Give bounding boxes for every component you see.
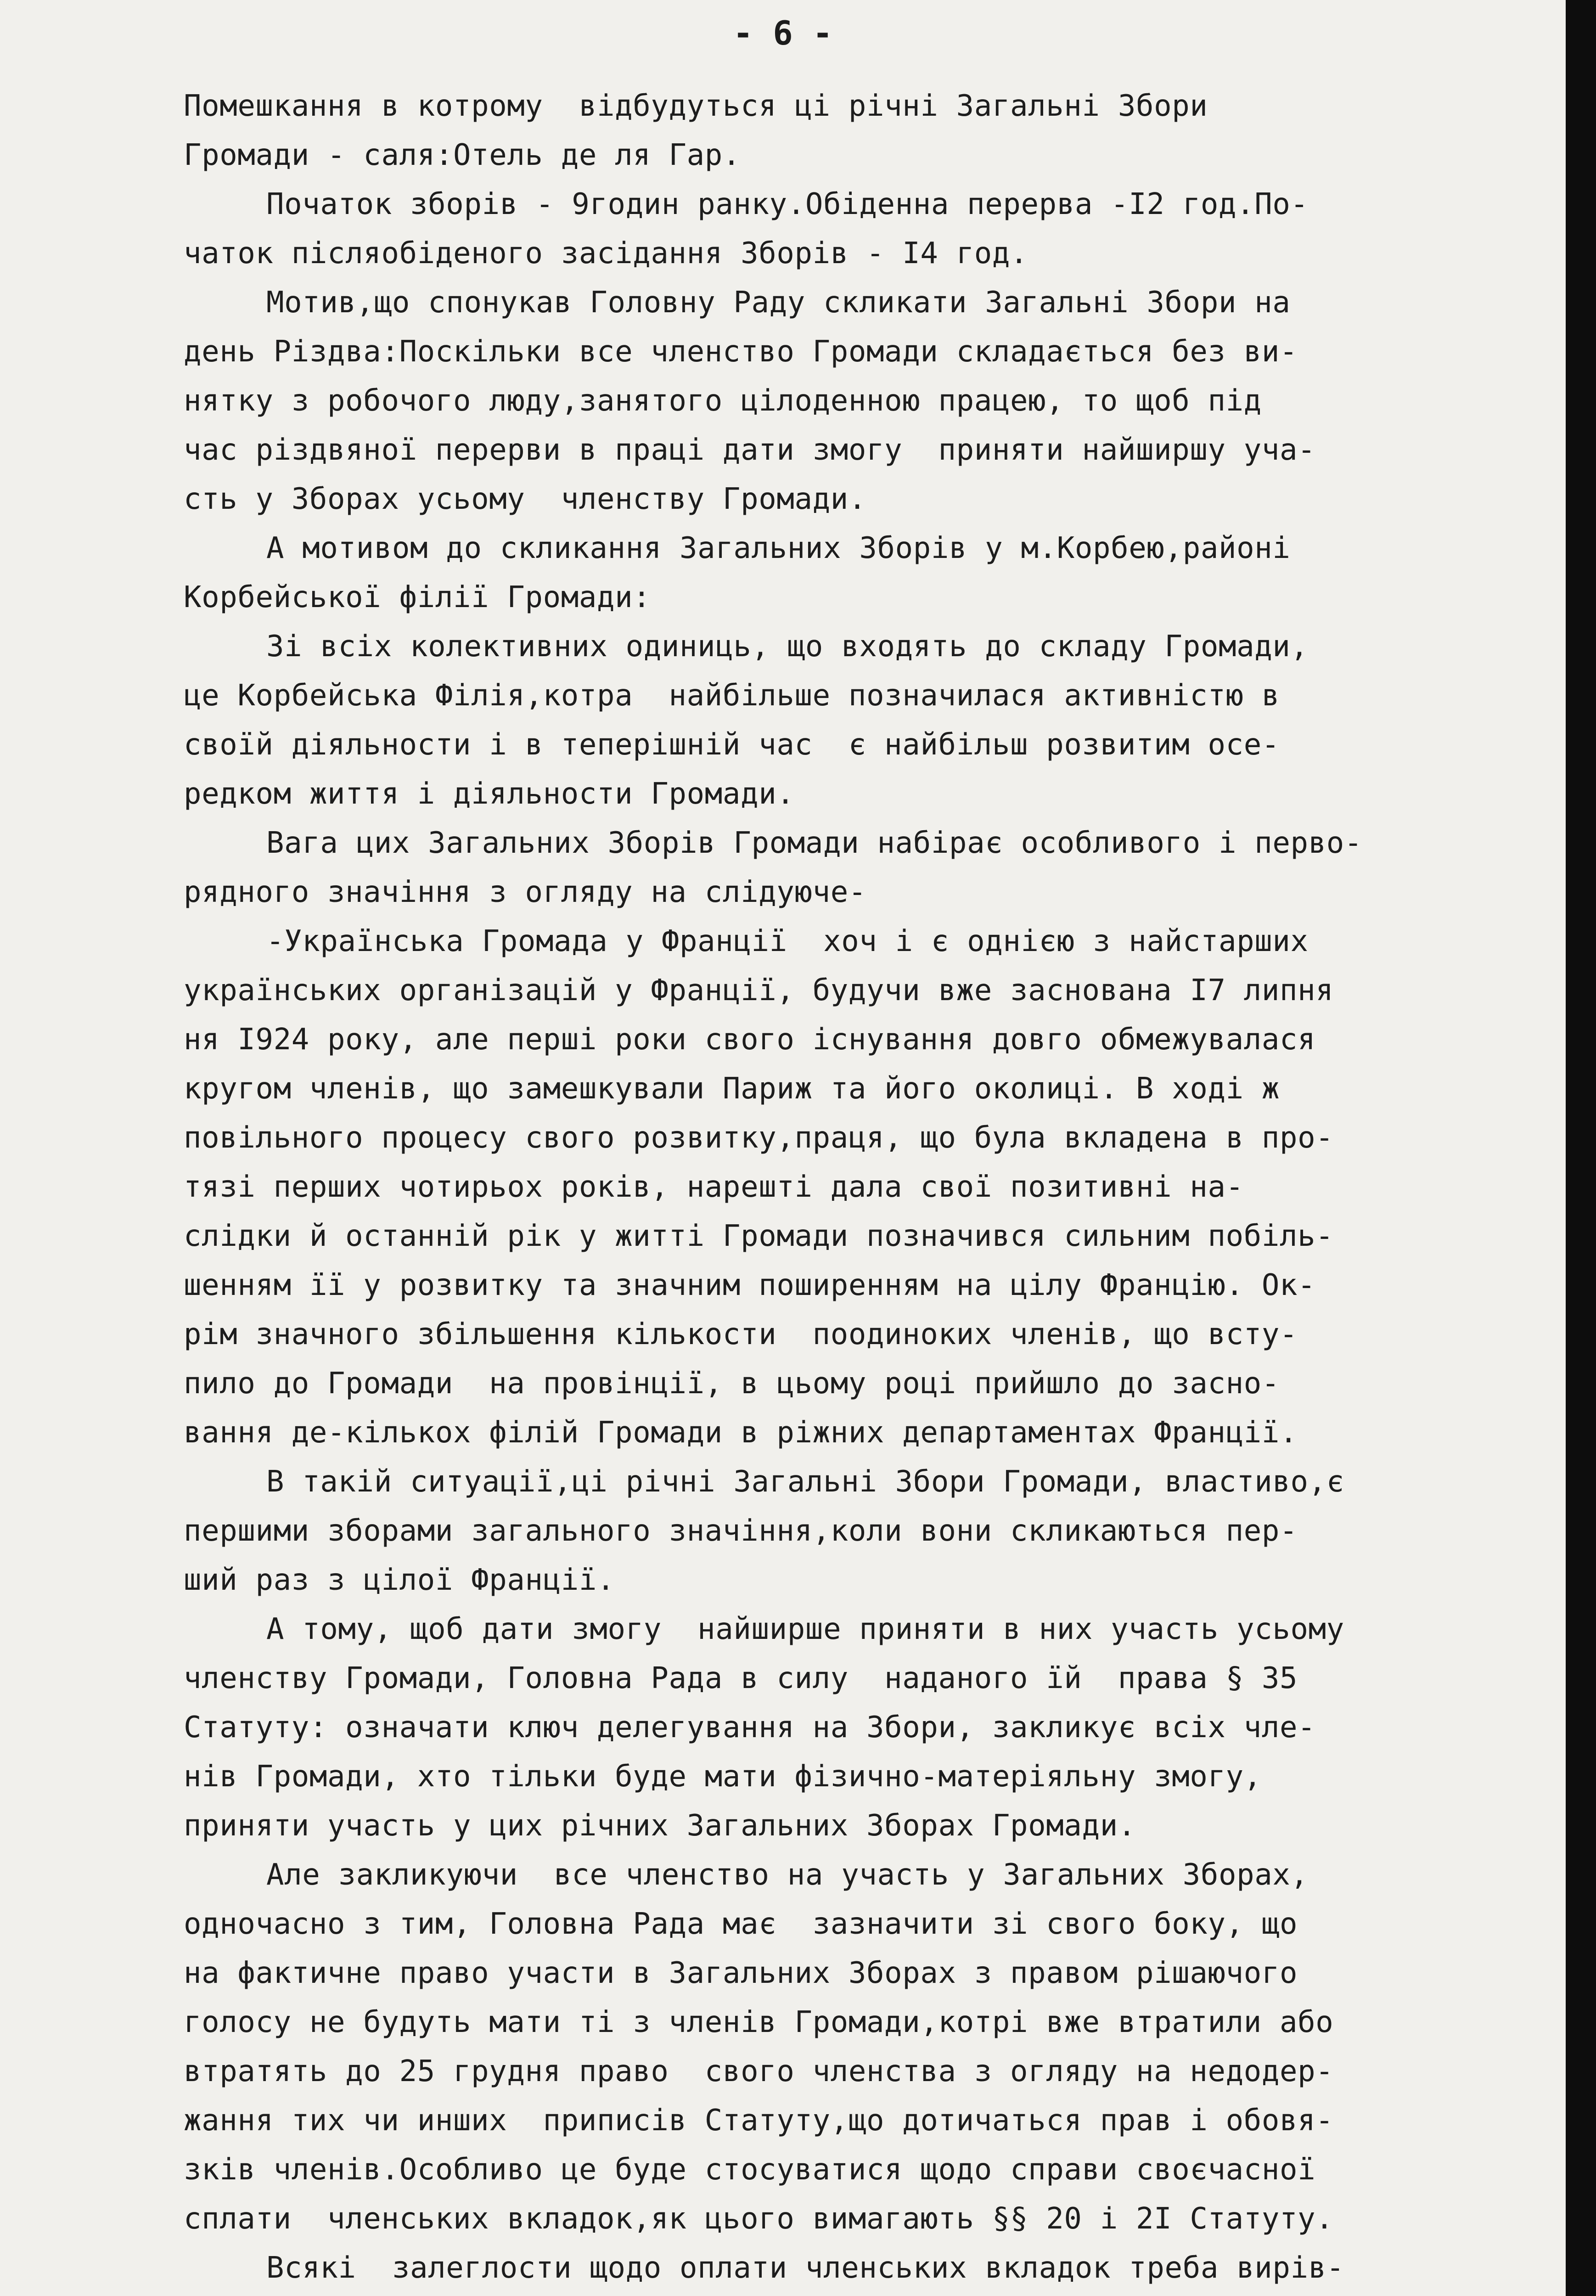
text-line: одночасно з тим, Головна Рада має зазначити зі свого боку, що (184, 1907, 1298, 1941)
text-line: пило до Громади на провінції, в цьому році прийшло до засно- (184, 1367, 1280, 1401)
text-line: -Українська Громада у Франції хоч і є однією з найстарших (266, 924, 1309, 958)
text-line: В такій ситуації,ці річні Загальні Збори Громади, властиво,є (266, 1465, 1344, 1499)
text-line: Громади - саля:Отель де ля Гар. (184, 138, 741, 172)
text-line: жання тих чи инших приписів Статуту,що дотичаться прав і обовя- (184, 2104, 1334, 2138)
text-line: членству Громади, Головна Рада в силу наданого їй права § 35 (184, 1661, 1298, 1695)
text-line: приняти участь у цих річних Загальних Зборах Громади. (184, 1809, 1136, 1843)
text-line: Але закликуючи все членство на участь у Загальних Зборах, (266, 1858, 1309, 1892)
text-line: Вага цих Загальних Зборів Громади набірає особливого і перво- (266, 826, 1363, 860)
text-line: першими зборами загального значіння,коли вони скликаються пер- (184, 1514, 1298, 1548)
text-line: рядного значіння з огляду на слідуюче- (184, 875, 866, 909)
text-line: вання де-кількох філій Громади в ріжних департаментах Франції. (184, 1416, 1298, 1450)
text-line: Початок зборів - 9годин ранку.Обіденна перерва -I2 год.По- (266, 187, 1309, 221)
text-line: сть у Зборах усьому членству Громади. (184, 482, 866, 516)
text-line: редком життя і діяльности Громади. (184, 777, 795, 811)
text-line: Всякі залеглости щодо оплати членських вкладок треба вирів- (266, 2251, 1344, 2285)
text-line: А тому, щоб дати змогу найширше приняти в них участь усьому (266, 1612, 1344, 1646)
text-line: зків членів.Особливо це буде стосуватися щодо справи своєчасної (184, 2153, 1316, 2187)
text-line: Помешкання в котрому відбудуться ці річні Загальні Збори (184, 89, 1208, 123)
text-line: ший раз з цілої Франції. (184, 1563, 615, 1597)
text-line: слідки й останній рік у житті Громади позначився сильним побіль- (184, 1219, 1334, 1253)
text-line: час різдвяної перерви в праці дати змогу приняти найширшу уча- (184, 433, 1316, 467)
page-number: - 6 - (733, 14, 833, 52)
text-line: чаток післяобіденого засідання Зборів - I4 год. (184, 236, 1028, 270)
text-line: день Різдва:Поскільки все членство Громади складається без ви- (184, 335, 1298, 369)
text-line: нів Громади, хто тільки буде мати фізично-матеріяльну змогу, (184, 1760, 1262, 1794)
text-line: Корбейської філії Громади: (184, 580, 651, 614)
text-line: Мотив,що спонукав Головну Раду скликати Загальні Збори на (266, 286, 1291, 320)
text-line: шенням її у розвитку та значним поширенням на цілу Францію. Ок- (184, 1268, 1316, 1302)
scan-border (1566, 0, 1596, 2296)
text-line: Зі всіх колективних одиниць, що входять до складу Громади, (266, 630, 1309, 664)
text-line: своїй діяльности і в теперішній час є найбільш розвитим осе- (184, 728, 1280, 762)
text-line: рім значного збільшення кількости поодиноких членів, що всту- (184, 1317, 1298, 1351)
text-line: кругом членів, що замешкували Париж та його околиці. В ході ж (184, 1072, 1280, 1106)
text-line: тязі перших чотирьох років, нарешті дала свої позитивні на- (184, 1170, 1244, 1204)
text-line: це Корбейська Філія,котра найбільше позначилася активністю в (184, 679, 1280, 713)
text-line: нятку з робочого люду,занятого цілоденною працею, то щоб під (184, 384, 1262, 418)
text-line: Статуту: означати ключ делегування на Збори, закликує всіх чле- (184, 1711, 1316, 1745)
text-line: українських організацій у Франції, будучи вже заснована I7 липня (184, 974, 1334, 1007)
text-line (184, 2293, 1557, 2296)
text-line: втратять до 25 грудня право свого членства з огляду на недодер- (184, 2054, 1334, 2088)
text-line: ня I924 року, але перші роки свого існування довго обмежувалася (184, 1023, 1316, 1057)
text-line: А мотивом до скликання Загальних Зборів у м.Корбею,районі (266, 531, 1291, 565)
text-line: голосу не будуть мати ті з членів Громади,котрі вже втратили або (184, 2005, 1334, 2039)
body-text (184, 82, 1557, 2296)
text-line: сплати членських вкладок,як цього вимагають §§ 20 і 2I Статуту. (184, 2202, 1334, 2236)
text-line: на фактичне право участи в Загальних Зборах з правом рішаючого (184, 1956, 1298, 1990)
text-line: повільного процесу свого розвитку,праця, що була вкладена в про- (184, 1121, 1334, 1155)
